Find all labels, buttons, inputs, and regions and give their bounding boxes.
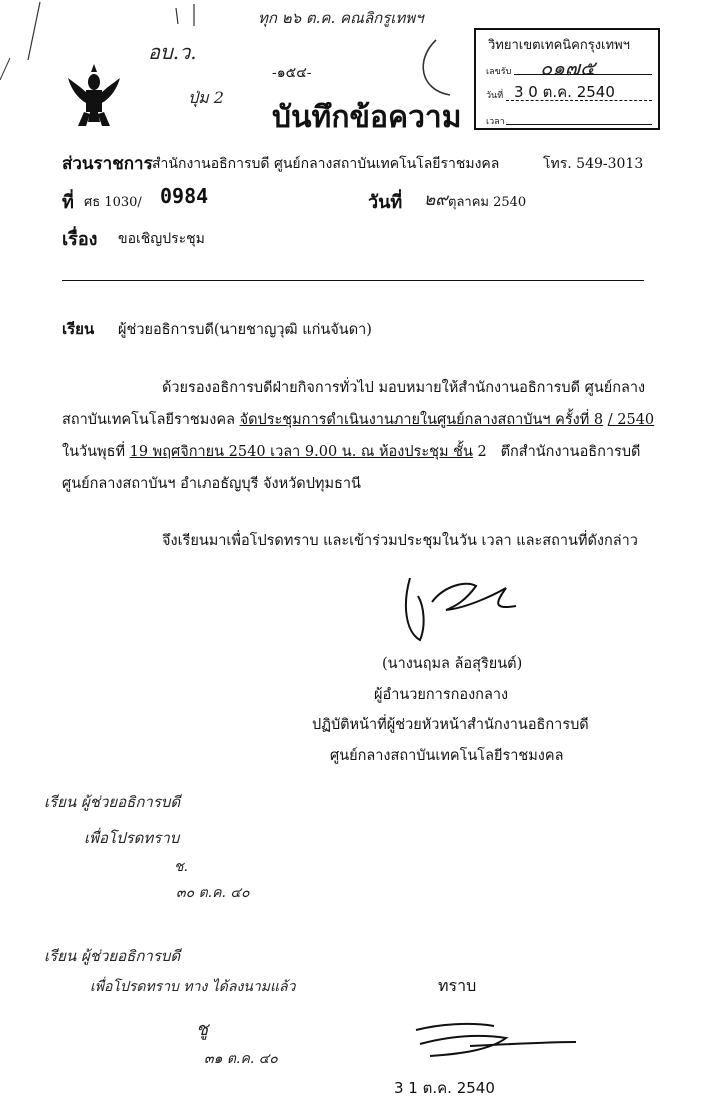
agency-phone: โทร. 549-3013 [543,156,644,172]
stamp-date-value: 3 0 ต.ค. 2540 [514,83,615,101]
body-line-3a: ในวันพุธที่ [62,444,126,460]
stamp-number-label: เลขรับ [486,67,512,77]
body-line-1: ด้วยรองอธิการบดีฝ่ายกิจการทั่วไป มอบหมายให้สำนักงานอธิการบดี ศูนย์กลาง [162,380,646,396]
ack-signature [410,1016,580,1066]
annotation-2-line-4: ๓๑ ต.ค. ๔๐ [204,1051,278,1067]
body-line-2c: / 2540 [607,412,655,428]
signatory-position-2: ปฏิบัติหน้าที่ผู้ช่วยหัวหน้าสำนักงานอธิการบดี [312,717,589,733]
signatory-position-3: ศูนย์กลางสถาบันเทคโนโลยีราชมงคล [330,748,564,764]
signatory-position-1: ผู้อำนวยการกองกลาง [374,687,509,703]
stamp-org: วิทยาเขตเทคนิคกรุงเทพฯ [488,38,630,53]
stamp-number-value: ๐๑๗๕ [540,56,596,80]
margin-note-2: ปุ่ม 2 [188,88,224,107]
closing-line: จึงเรียนมาเพื่อโปรดทราบ และเข้าร่วมประชุมในวัน เวลา และสถานที่ดังกล่าว [162,533,638,549]
subject-value: ขอเชิญประชุม [118,231,205,247]
garuda-emblem [64,60,124,130]
ref-number: 0984 [160,184,209,208]
body-line-3b: 19 พฤศจิกายน 2540 เวลา 9.00 น. ณ ห้องประชุม ชั้น [129,444,473,460]
annotation-2-line-3: ชู [196,1019,209,1040]
date-rest: ตุลาคม 2540 [448,195,527,210]
body-line-3d: ตึกสำนักงานอธิการบดี [500,444,641,460]
annotation-1-line-1: เรียน ผู้ช่วยอธิการบดี [44,793,181,811]
body-line-4: ศูนย์กลางสถาบันฯ อำเภอธัญบุรี จังหวัดปทุมธานี [62,476,361,492]
top-handwritten-note: ทุก ๒๖ ต.ค. คณลิกรูเทพฯ [258,9,424,27]
body-line-3 [62,440,640,463]
body-line-3c: 2 [477,444,487,460]
ref-label: ที่ [62,192,74,213]
annotation-1-line-3: ช. [174,859,188,875]
page-number: -๑๕๔- [272,65,312,81]
ref-prefix: ศธ 1030/ [84,195,142,210]
subject-label: เรื่อง [62,229,98,250]
body-line-2 [62,408,654,431]
body-line-2a: สถาบันเทคโนโลยีราชมงคล [62,412,235,428]
to-label: เรียน [62,320,95,338]
agency-value: สำนักงานอธิการบดี ศูนย์กลางสถาบันเทคโนโลยีราชมงคล [152,156,500,172]
acknowledgement: ทราบ [438,976,477,995]
receipt-stamp [474,28,660,130]
annotation-1-line-2: เพื่อโปรดทราบ [84,829,180,847]
annotation-2-line-1: เรียน ผู้ช่วยอธิการบดี [44,947,181,965]
bottom-date-stamp: 3 1 ต.ค. 2540 [394,1079,495,1097]
annotation-2-line-2: เพื่อโปรดทราบ ทาง ได้ลงนามแล้ว [90,979,296,995]
stamp-time-label: เวลา [486,117,505,127]
signatory-name: (นางนฤมล ล้อสุริยนต์) [382,656,523,672]
body-line-2b: จัดประชุมการดำเนินงานภายในศูนย์กลางสถาบันฯ ครั้งที่ 8 [239,412,604,428]
margin-note-1: อบ.ว. [148,40,197,64]
signature [396,566,556,656]
agency-label: ส่วนราชการ [62,154,153,174]
annotation-1-line-4: ๓๐ ต.ค. ๔๐ [176,885,250,901]
to-value: ผู้ช่วยอธิการบดี(นายชาญวุฒิ แก่นจันดา) [118,322,372,338]
date-day: ๒๙ [424,190,448,210]
stamp-date-label: วันที่ [486,91,504,101]
header-divider [62,280,644,281]
memo-title: บันทึกข้อความ [272,100,462,135]
date-label: วันที่ [368,192,403,213]
